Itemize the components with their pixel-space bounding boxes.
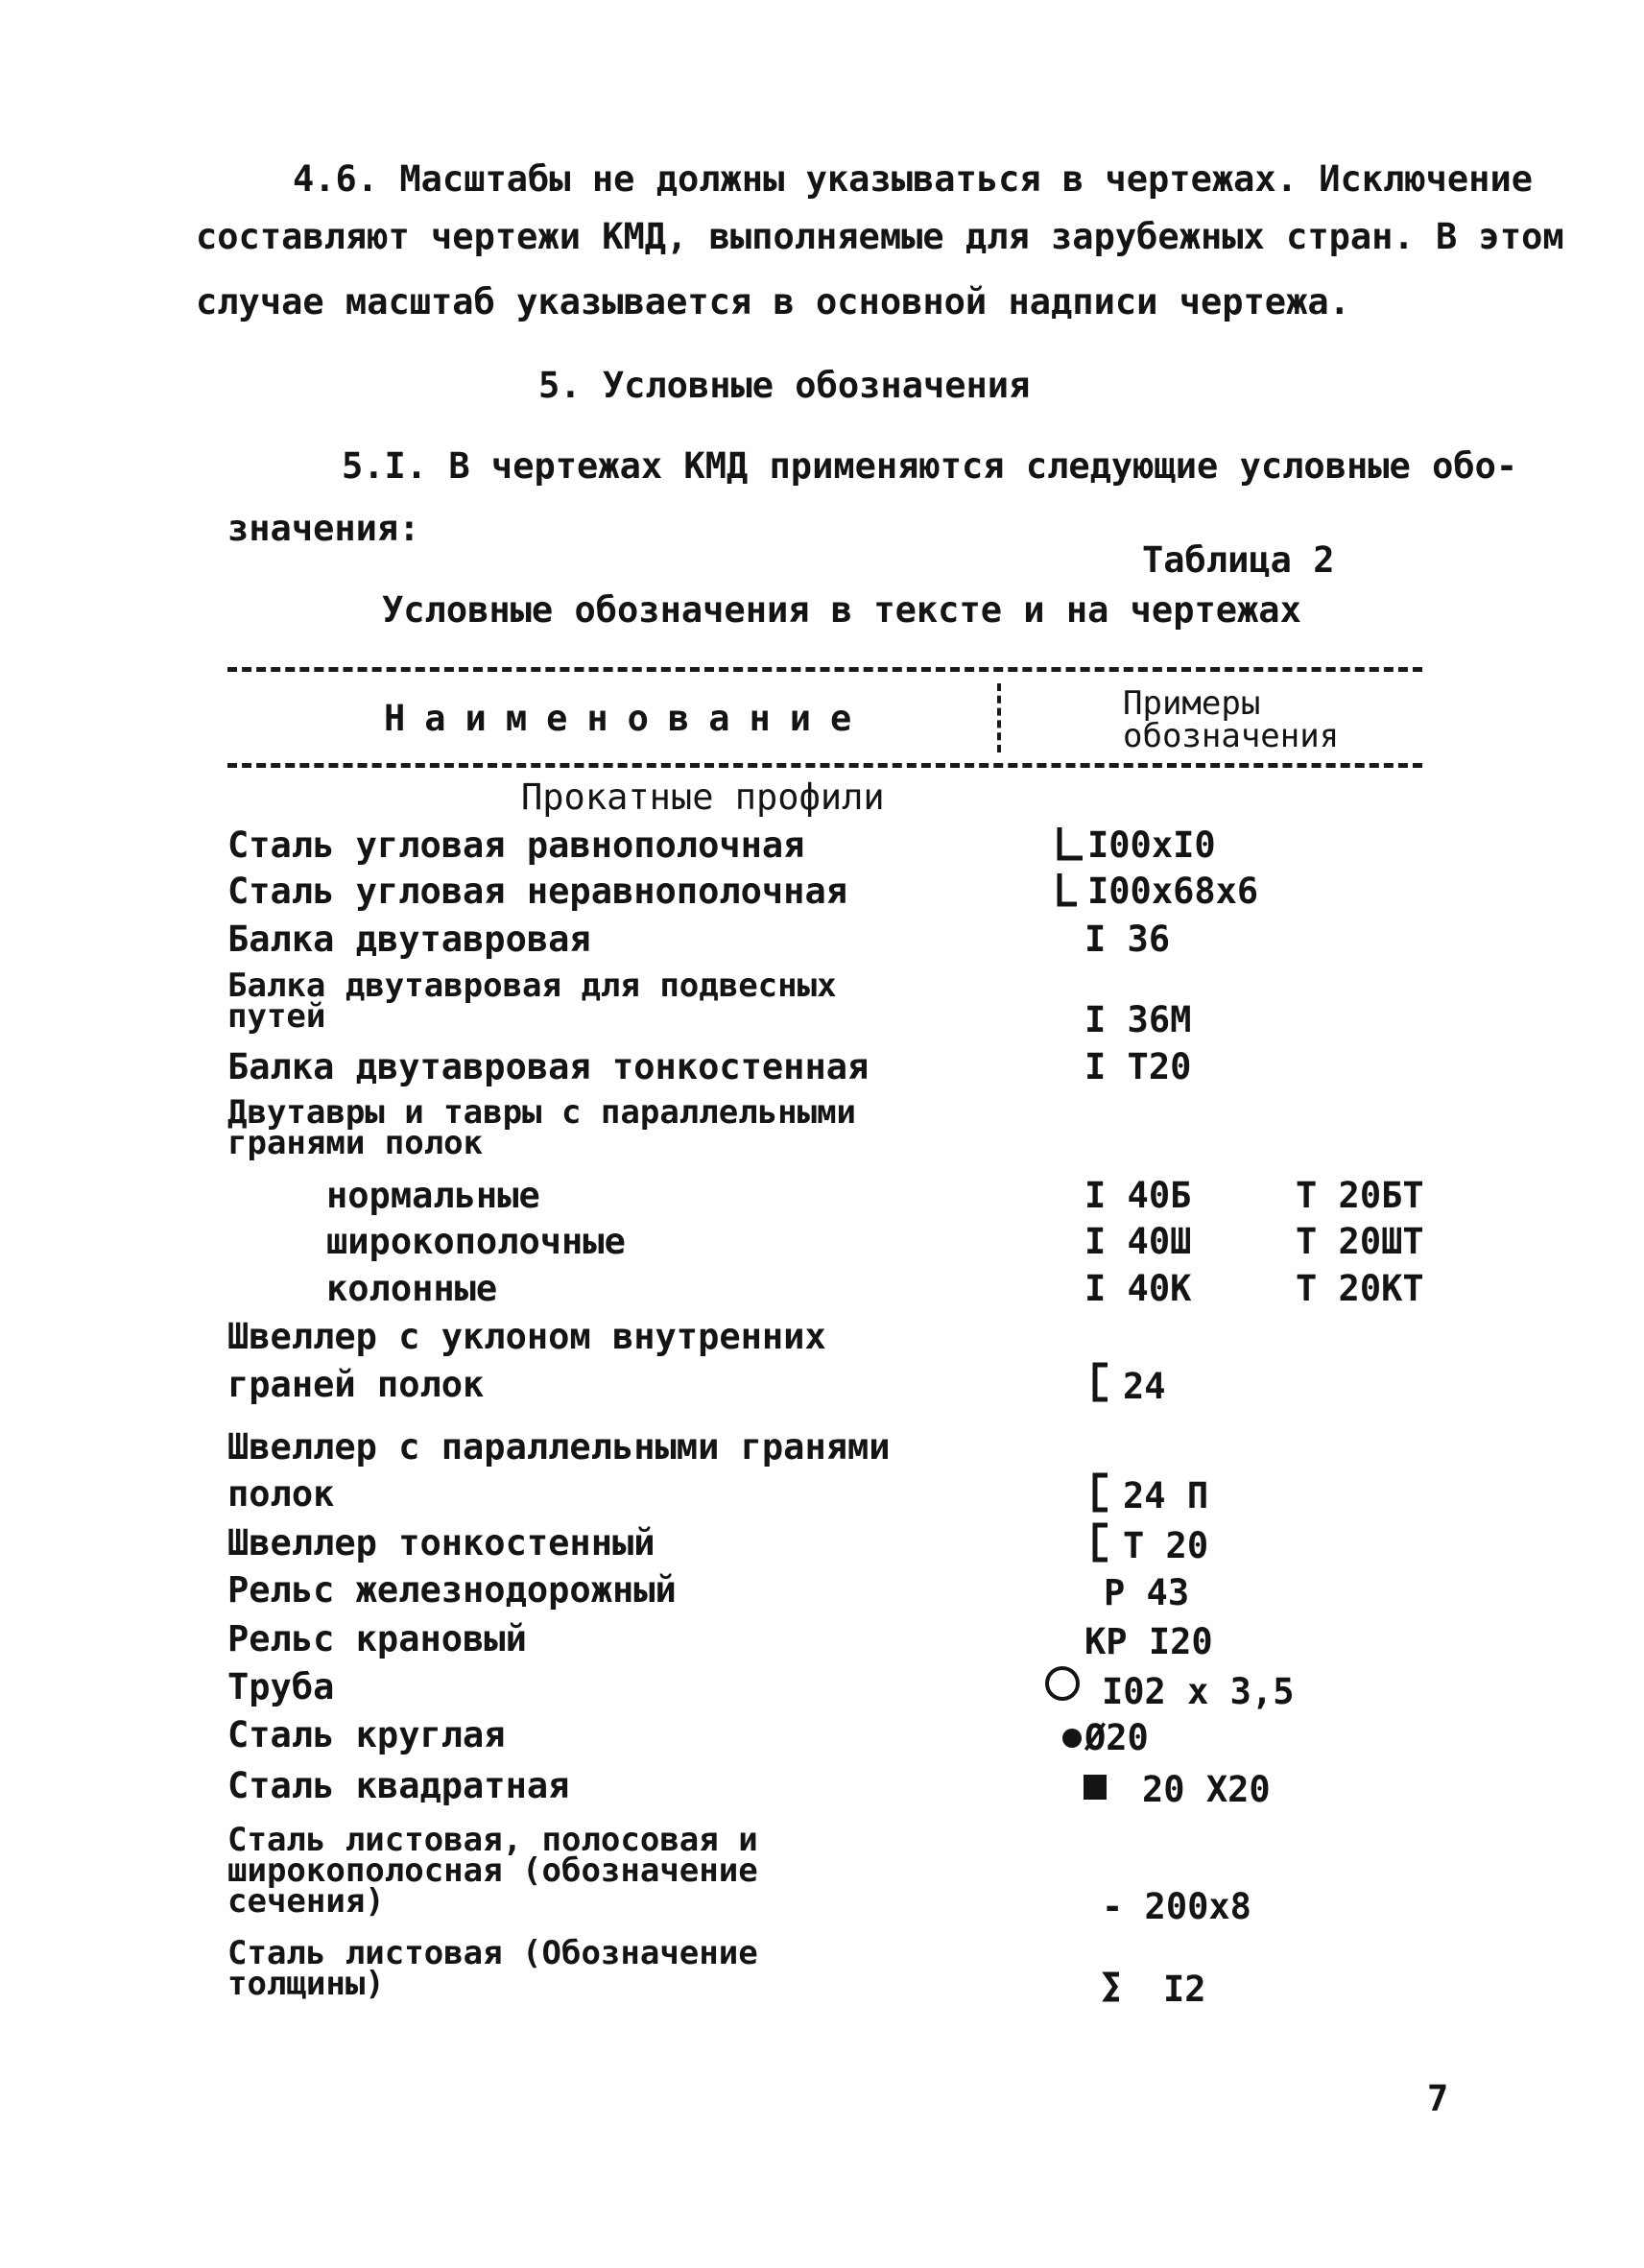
row-name-line-2: толщины) [227,1965,385,2003]
row-example: - 200x8 [1102,1886,1251,1927]
row-example: 24 [1123,1366,1166,1407]
equal-angle-icon [1056,825,1084,862]
row-example: T 20 [1123,1525,1209,1566]
header-bottom-rule [227,763,1422,768]
header-examples-line-2: обозначения [1123,717,1340,755]
para-4-6-line-2: составляют чертежи КМД, выполняемые для зарубежных стран. В этом [196,216,1564,257]
row-example: Р 43 [1104,1572,1190,1613]
row-name-line-3: сечения) [227,1882,385,1921]
row-example-2: T 20ШТ [1296,1221,1424,1262]
table-top-rule [227,667,1422,672]
para-4-6-line-3: случае масштаб указывается в основной надписи чертежа. [196,281,1350,322]
header-column-divider [997,683,1001,752]
row-example: I2 [1163,1969,1206,2010]
row-name: Балка двутавровая тонкостенная [227,1046,870,1087]
header-examples-line-1: Примеры [1123,684,1261,723]
section-5-heading: 5. Условные обозначения [538,365,1031,406]
row-name: Рельс железнодорожный [227,1569,677,1611]
group-title: Прокатные профили [521,776,885,818]
row-name-line-1: Швеллер с параллельными гранями [227,1426,891,1468]
section-5-1-line-2: значения: [227,508,420,549]
row-name-line-2: путей [227,997,326,1036]
row-example: КР I20 [1084,1621,1213,1662]
row-example: I 40Ш [1084,1221,1192,1262]
row-example: I 36 [1084,919,1171,960]
row-example: I T20 [1084,1046,1192,1087]
round-bar-dot-icon [1060,1724,1084,1753]
row-name-line-1: Швеллер с уклоном внутренних [227,1316,826,1357]
row-example: 20 X20 [1142,1769,1271,1810]
row-example: I02 x 3,5 [1102,1671,1295,1712]
row-name-line-1: Балка двутавровая для подвесных [227,967,837,1005]
header-name: Наименование [384,698,871,739]
channel-parallel-icon [1090,1471,1111,1514]
row-name: Швеллер тонкостенный [227,1522,655,1564]
row-example: I 36M [1084,999,1192,1040]
para-4-6-line-1: 4.6. Масштабы не должны указываться в чертежах. Исключение [293,158,1534,200]
row-name: Балка двутавровая [227,919,591,960]
row-name-line-2: гранями полок [227,1124,484,1162]
row-name-line-1: Сталь листовая (Обозначение [227,1934,758,1972]
row-example-2: T 20БТ [1296,1175,1424,1216]
row-name-line-2: полок [227,1473,335,1515]
row-name: Труба [227,1666,335,1707]
row-example: Ø20 [1084,1717,1149,1758]
row-name-line-1: Двутавры и тавры с параллельными [227,1093,857,1132]
row-name: Сталь круглая [227,1714,506,1755]
row-name: Сталь угловая неравнополочная [227,871,848,912]
page-number: 7 [1427,2078,1449,2119]
channel-icon [1090,1361,1111,1403]
channel-thin-icon [1090,1521,1111,1564]
section-5-1-line-1: 5.I. В чертежах КМД применяются следующие условные обо- [342,445,1518,487]
row-example-2: T 20КТ [1296,1268,1424,1309]
square-bar-icon [1082,1773,1108,1803]
row-example: I00x68x6 [1087,871,1259,912]
row-name: колонные [326,1268,498,1309]
row-name: Сталь угловая равнополочная [227,824,805,866]
row-example: I00xI0 [1087,824,1216,866]
row-name: Рельс крановый [227,1618,527,1659]
row-name-line-1: Сталь листовая, полосовая и [227,1821,758,1859]
row-name: Сталь квадратная [227,1765,570,1806]
row-name-line-2: граней полок [227,1364,485,1405]
row-name: нормальные [326,1175,540,1216]
row-name-line-2: широкополосная (обозначение [227,1851,758,1890]
table-label: Таблица 2 [1142,539,1335,581]
row-example: 24 П [1123,1475,1209,1516]
unequal-angle-icon [1056,871,1081,908]
sheet-thickness-icon [1102,1970,1123,2003]
row-example: I 40Б [1084,1175,1192,1216]
row-name: широкополочные [326,1221,626,1262]
pipe-circle-icon [1043,1663,1082,1706]
table-caption: Условные обозначения в тексте и на чертежах [382,589,1301,631]
row-example: I 40К [1084,1268,1192,1309]
